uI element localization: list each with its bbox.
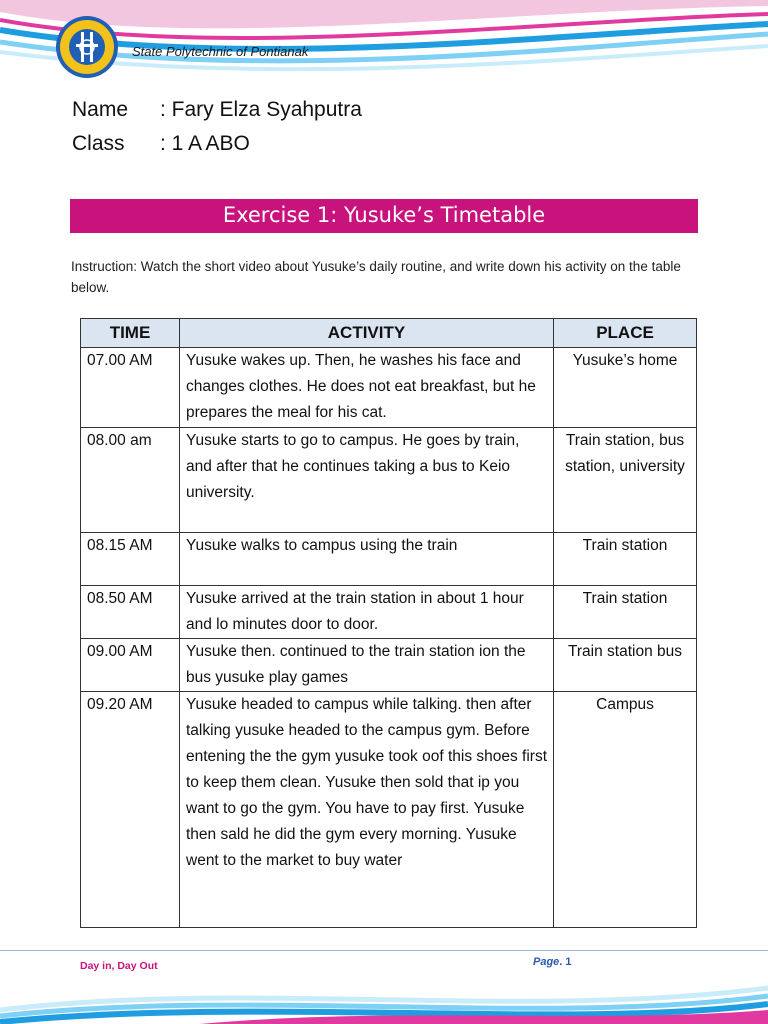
time-cell: 09.20 AM <box>81 692 180 928</box>
header-activity: ACTIVITY <box>180 319 554 348</box>
table-row <box>81 428 697 533</box>
name-label: Name <box>72 98 129 121</box>
activity-cell: Yusuke starts to go to campus. He goes by train, and after that he continues taking a bus to Keio university. <box>180 428 554 533</box>
table-row <box>81 348 697 428</box>
time-cell: 08.00 am <box>81 428 180 533</box>
header-place: PLACE <box>554 319 697 348</box>
place-cell: Train station <box>554 533 697 586</box>
table-row <box>81 639 697 692</box>
exercise-title-banner: Exercise 1: Yusuke’s Timetable <box>70 199 698 233</box>
time-cell: 08.50 AM <box>81 586 180 639</box>
table-row <box>81 533 697 586</box>
place-cell: Train station <box>554 586 697 639</box>
page-separator: . <box>559 956 563 968</box>
page-label: Page <box>533 956 560 968</box>
institution-name: State Polytechnic of Pontianak <box>132 44 309 59</box>
activity-cell: Yusuke arrived at the train station in about 1 hour and lo minutes door to door. <box>180 586 554 639</box>
place-cell: Yusuke’s home <box>554 348 697 428</box>
place-cell: Train station bus <box>554 639 697 692</box>
place-cell: Campus <box>554 692 697 928</box>
activity-cell: Yusuke walks to campus using the train <box>180 533 554 586</box>
header-time: TIME <box>81 319 180 348</box>
student-name-row <box>72 98 362 122</box>
table-row <box>81 586 697 639</box>
class-value: : 1 A ABO <box>160 132 250 155</box>
activity-cell: Yusuke headed to campus while talking. then after talking yusuke headed to the campus gym. Before entening the the gym yusuke took oof this shoes first to keep them clean. Yusuke then sold that ip you want to go the gym. You have to pay first. Yusuke then sald he did the gym every morning. Yusuke went to the market to buy water <box>180 692 554 928</box>
place-cell: Train station, bus station, university <box>554 428 697 533</box>
class-label: Class <box>72 132 125 155</box>
student-class-row <box>72 132 250 156</box>
name-value: : Fary Elza Syahputra <box>160 98 362 121</box>
time-cell: 09.00 AM <box>81 639 180 692</box>
page-number: 1 <box>565 956 572 968</box>
timetable <box>80 318 697 928</box>
instruction-text: Instruction: Watch the short video about Yusuke’s daily routine, and write down his activity on the table below. <box>71 259 681 295</box>
time-cell: 07.00 AM <box>81 348 180 428</box>
footer-left-text: Day in, Day Out <box>80 960 158 972</box>
table-header-row <box>81 319 697 348</box>
activity-cell: Yusuke then. continued to the train station ion the bus yusuke play games <box>180 639 554 692</box>
polytechnic-logo <box>48 14 126 80</box>
footer-swoosh-decoration <box>0 940 768 1024</box>
table-row <box>81 692 697 928</box>
time-cell: 08.15 AM <box>81 533 180 586</box>
activity-cell: Yusuke wakes up. Then, he washes his face and changes clothes. He does not eat breakfast, but he prepares the meal for his cat. <box>180 348 554 428</box>
